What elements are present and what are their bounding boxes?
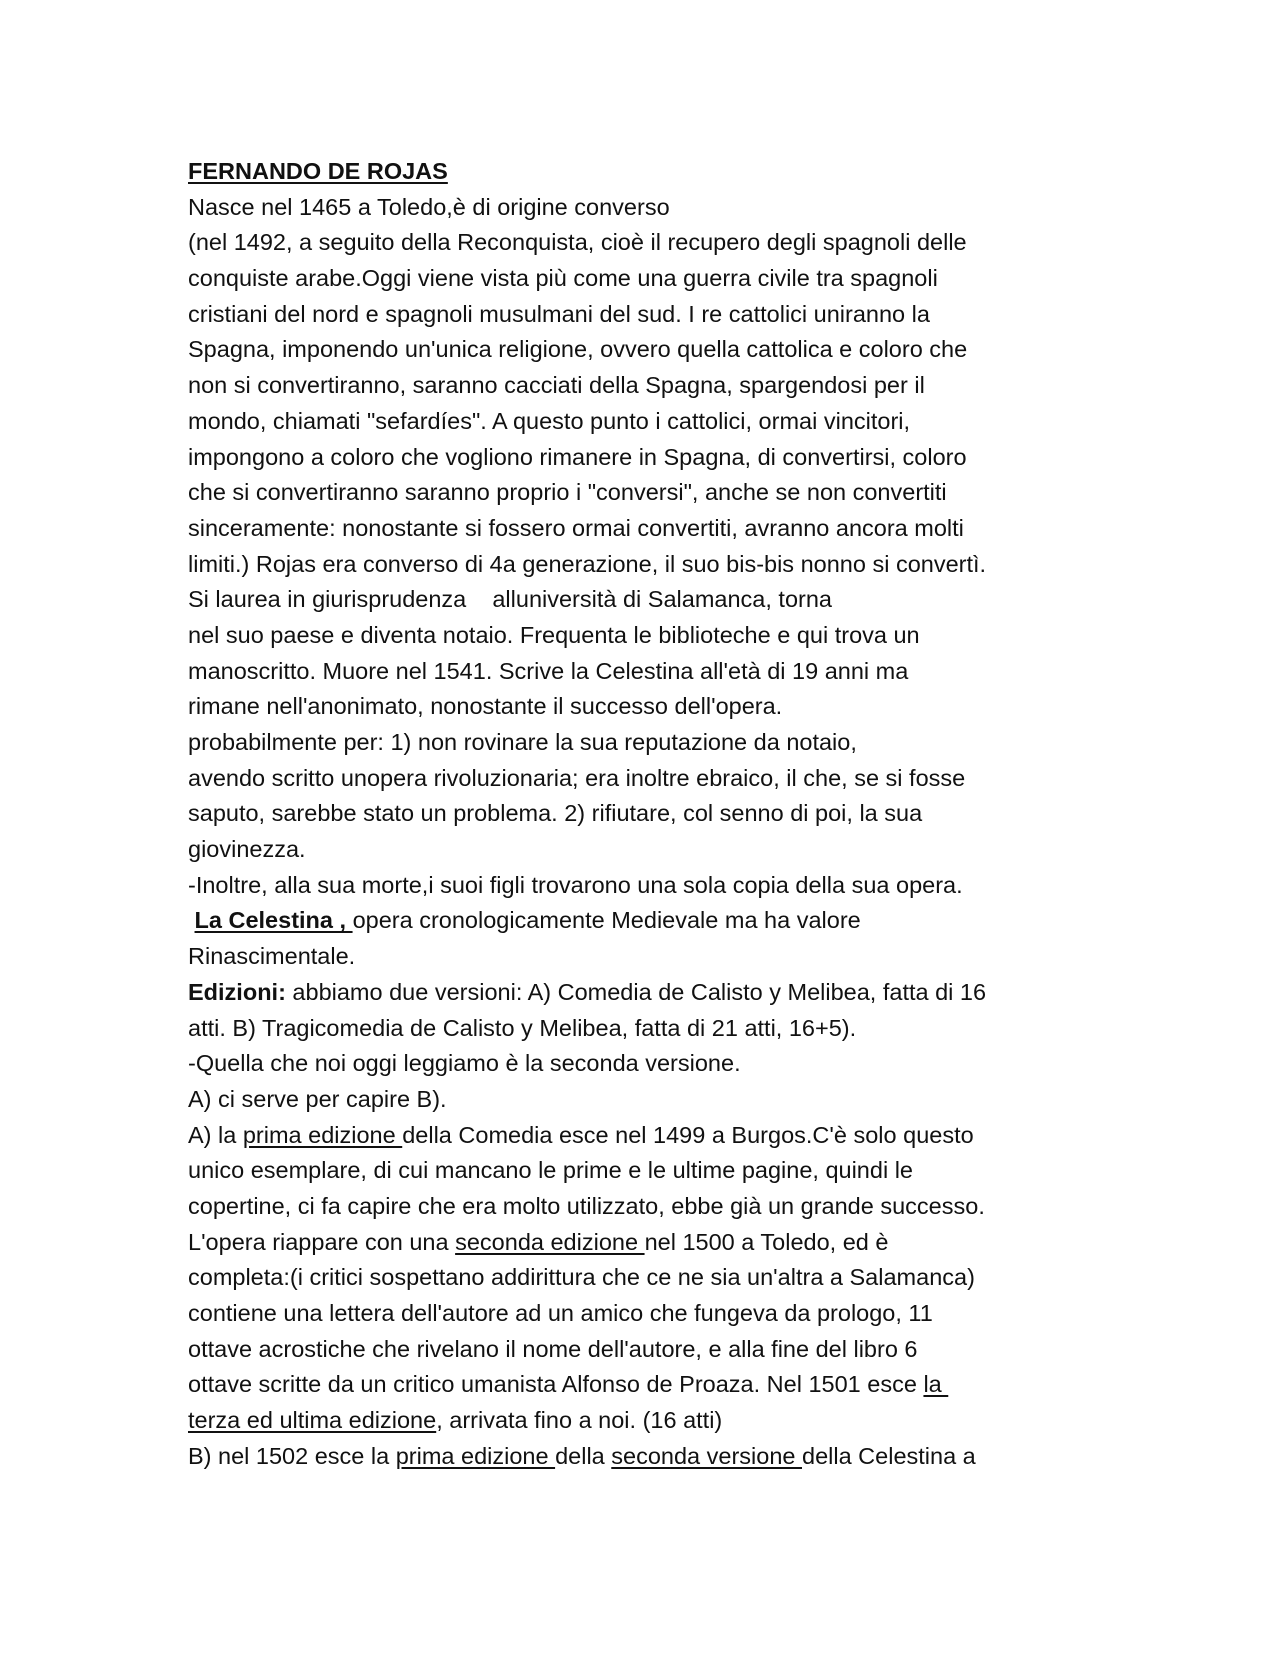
document-body xyxy=(188,154,1108,1474)
text-segment: ottave scritte da un critico umanista Alfonso de Proaza. Nel 1501 esce xyxy=(188,1371,924,1398)
emphasized-text: La Celestina , xyxy=(194,907,353,934)
emphasized-text: Edizioni: xyxy=(188,978,286,1005)
text-line xyxy=(188,654,1108,690)
emphasized-text: prima edizione xyxy=(242,1121,403,1148)
text-segment: manoscritto. Muore nel 1541. Scrive la Celestina all'età di 19 anni ma xyxy=(188,657,909,684)
text-line xyxy=(188,725,1108,761)
paragraph-text xyxy=(188,190,1108,1475)
text-line xyxy=(188,332,1108,368)
text-line xyxy=(188,796,1108,832)
text-line xyxy=(188,297,1108,333)
text-segment: giovinezza. xyxy=(188,836,306,863)
text-line xyxy=(188,1439,1108,1475)
text-segment: atti. B) Tragicomedia de Calisto y Melibea, fatta di 21 atti, 16+5). xyxy=(188,1014,857,1041)
text-segment: non si convertiranno, saranno cacciati della Spagna, spargendosi per il xyxy=(188,372,925,399)
text-line xyxy=(188,368,1108,404)
text-segment: Si laurea in giurisprudenza alluniversità di Salamanca, torna xyxy=(188,586,832,613)
emphasized-text: la xyxy=(923,1371,949,1398)
text-segment: nel 1500 a Toledo, ed è xyxy=(644,1228,889,1255)
text-line xyxy=(188,618,1108,654)
text-segment: abbiamo due versioni: A) Comedia de Calisto y Melibea, fatta di 16 xyxy=(285,978,987,1005)
text-segment: Spagna, imponendo un'unica religione, ovvero quella cattolica e coloro che xyxy=(188,336,968,363)
emphasized-text: seconda edizione xyxy=(455,1228,645,1255)
text-segment: unico esemplare, di cui mancano le prime e le ultime pagine, quindi le xyxy=(188,1157,913,1184)
text-line xyxy=(188,547,1108,583)
text-segment: L'opera riappare con una xyxy=(188,1228,456,1255)
text-segment: mondo, chiamati "sefardíes". A questo punto i cattolici, ormai vincitori, xyxy=(188,407,911,434)
text-line xyxy=(188,225,1108,261)
text-segment: probabilmente per: 1) non rovinare la sua reputazione da notaio, xyxy=(188,729,857,755)
emphasized-text: terza ed ultima edizione xyxy=(188,1407,437,1434)
text-segment: della xyxy=(555,1442,612,1469)
text-line xyxy=(188,440,1108,476)
emphasized-text: prima edizione xyxy=(395,1442,556,1469)
text-segment: cristiani del nord e spagnoli musulmani del sud. I re cattolici uniranno la xyxy=(188,300,930,327)
text-line xyxy=(188,1082,1108,1118)
text-segment: della Celestina a xyxy=(802,1442,976,1469)
text-segment: nel suo paese e diventa notaio. Frequenta le biblioteche e qui trova un xyxy=(188,621,920,648)
text-segment: impongono a coloro che vogliono rimanere in Spagna, di convertirsi, coloro xyxy=(188,443,967,470)
text-segment: della Comedia esce nel 1499 a Burgos.C'è solo questo xyxy=(402,1121,974,1148)
text-segment: Rinascimentale. xyxy=(188,943,356,970)
text-segment: -Quella che noi oggi leggiamo è la seconda versione. xyxy=(188,1050,741,1077)
text-line xyxy=(188,975,1108,1011)
text-line xyxy=(188,511,1108,547)
text-segment: (nel 1492, a seguito della Reconquista, cioè il recupero degli spagnoli delle xyxy=(188,229,967,256)
text-line xyxy=(188,1225,1108,1261)
text-segment: completa:(i critici sospettano addirittura che ce ne sia un'altra a Salamanca) xyxy=(188,1264,975,1291)
text-line xyxy=(188,1118,1108,1154)
text-segment: -Inoltre, alla sua morte,i suoi figli trovarono una sola copia della sua opera. xyxy=(188,871,963,898)
text-line xyxy=(188,939,1108,975)
text-segment: , arrivata fino a noi. (16 atti) xyxy=(436,1407,723,1434)
text-segment: contiene una lettera dell'autore ad un amico che fungeva da prologo, 11 xyxy=(188,1300,933,1326)
text-line xyxy=(188,832,1108,868)
text-segment: sinceramente: nonostante si fossero ormai convertiti, avranno ancora molti xyxy=(188,514,964,541)
text-line xyxy=(188,689,1108,725)
text-line xyxy=(188,1332,1108,1368)
text-line xyxy=(188,582,1108,618)
emphasized-text: seconda versione xyxy=(611,1442,802,1469)
text-line xyxy=(188,1011,1108,1047)
text-segment: B) nel 1502 esce la xyxy=(188,1442,396,1469)
text-line xyxy=(188,1046,1108,1082)
text-segment: A) la xyxy=(188,1121,243,1148)
text-line xyxy=(188,475,1108,511)
text-line xyxy=(188,1367,1108,1403)
text-segment: avendo scritto unopera rivoluzionaria; era inoltre ebraico, il che, se si fosse xyxy=(188,764,966,791)
text-line xyxy=(188,1296,1108,1332)
text-segment: A) ci serve per capire B). xyxy=(188,1085,447,1112)
text-line xyxy=(188,1403,1108,1439)
text-line xyxy=(188,903,1108,939)
text-segment: opera cronologicamente Medievale ma ha valore xyxy=(352,907,861,934)
text-line xyxy=(188,190,1108,226)
text-segment: copertine, ci fa capire che era molto utilizzato, ebbe già un grande successo. xyxy=(188,1192,985,1219)
text-line xyxy=(188,1153,1108,1189)
text-segment: rimane nell'anonimato, nonostante il successo dell'opera. xyxy=(188,693,783,720)
document-title: FERNANDO DE ROJAS xyxy=(188,158,448,184)
text-segment: che si convertiranno saranno proprio i "conversi", anche se non convertiti xyxy=(188,479,947,506)
text-line xyxy=(188,404,1108,440)
text-segment: limiti.) Rojas era converso di 4a generazione, il suo bis-bis nonno si convertì. xyxy=(188,550,987,577)
text-line xyxy=(188,761,1108,797)
text-segment: conquiste arabe.Oggi viene vista più come una guerra civile tra spagnoli xyxy=(188,265,938,292)
text-line xyxy=(188,1189,1108,1225)
text-segment: saputo, sarebbe stato un problema. 2) rifiutare, col senno di poi, la sua xyxy=(188,800,923,827)
text-line xyxy=(188,1260,1108,1296)
text-line xyxy=(188,868,1108,904)
text-segment: ottave acrostiche che rivelano il nome dell'autore, e alla fine del libro 6 xyxy=(188,1335,918,1362)
text-line xyxy=(188,261,1108,297)
text-segment: Nasce nel 1465 a Toledo,è di origine converso xyxy=(188,193,670,220)
